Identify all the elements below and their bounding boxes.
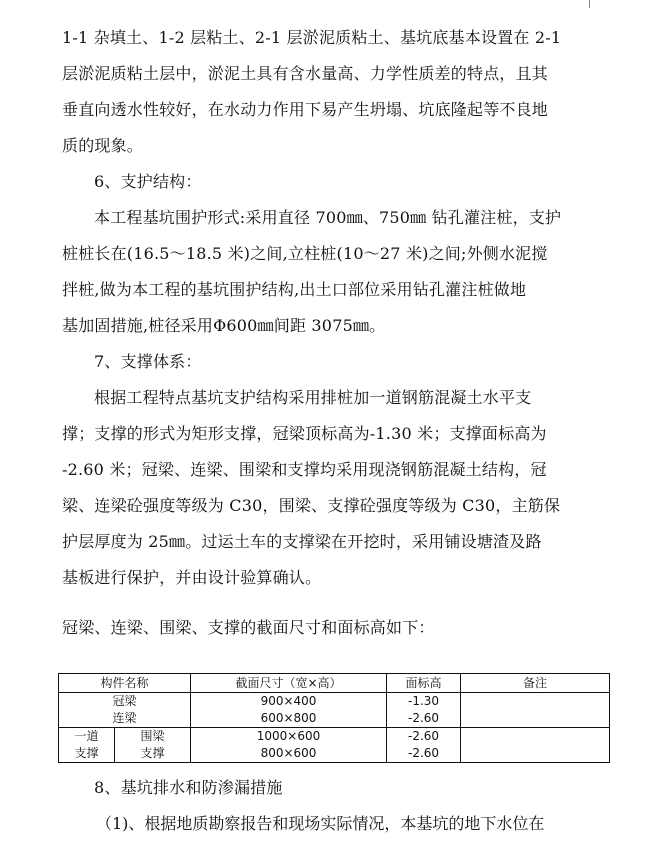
text-line: 基加固措施,桩径采用Φ600㎜间距 3075㎜。 bbox=[62, 316, 386, 335]
cell-component bbox=[115, 728, 191, 763]
cell-text: 一道 bbox=[74, 729, 99, 743]
paragraph-bracing-system bbox=[62, 380, 577, 596]
section-table bbox=[58, 673, 610, 763]
cell-text: 1000×600 bbox=[256, 729, 321, 743]
paragraph-support-structure bbox=[62, 200, 577, 344]
heading-text: 8、基坑排水和防渗漏措施 bbox=[94, 778, 283, 797]
text-line: 撑；支撑的形式为矩形支撑，冠梁顶标高为-1.30 米；支撑面标高为 bbox=[62, 424, 547, 443]
heading-drainage bbox=[62, 770, 609, 806]
cell-text: -1.30 bbox=[407, 694, 440, 708]
paragraph-soil bbox=[62, 20, 577, 164]
cell-remark bbox=[461, 693, 610, 728]
cell-text: -2.60 bbox=[407, 746, 440, 760]
cell-elevation bbox=[387, 693, 461, 728]
paragraph-drainage-first-line bbox=[96, 806, 544, 842]
text-line: 质的现象。 bbox=[62, 136, 144, 155]
cell-text: 支撑 bbox=[140, 746, 165, 760]
cell-text: 围梁 bbox=[140, 729, 165, 743]
text-line: （1)、根据地质勘察报告和现场实际情况，本基坑的地下水位在 bbox=[96, 814, 545, 833]
text-line: 冠梁、连梁、围梁、支撑的截面尺寸和面标高如下： bbox=[62, 618, 435, 637]
cell-remark bbox=[461, 728, 610, 763]
heading-text: 7、支撑体系： bbox=[94, 352, 202, 371]
table-header-row bbox=[59, 674, 610, 693]
header-section: 截面尺寸（宽×高） bbox=[191, 674, 387, 693]
table-intro bbox=[62, 610, 577, 646]
text-line: -2.60 米；冠梁、连梁、围梁和支撑均采用现浇钢筋混凝土结构，冠 bbox=[62, 460, 547, 479]
heading-text: 6、支护结构： bbox=[94, 172, 202, 191]
crop-mark bbox=[589, 0, 590, 8]
text-line: 根据工程特点基坑支护结构采用排桩加一道钢筋混凝土水平支 bbox=[94, 388, 532, 407]
cell-text: 800×600 bbox=[260, 746, 317, 760]
cell-section bbox=[191, 728, 387, 763]
cell-component bbox=[59, 693, 191, 728]
cell-category bbox=[59, 728, 115, 763]
text-line: 1-1 杂填土、1-2 层粘土、2-1 层淤泥质粘土、基坑底基本设置在 2-1 bbox=[62, 28, 562, 47]
cell-text: -2.60 bbox=[407, 729, 440, 743]
cell-text: 连梁 bbox=[112, 711, 137, 725]
cell-text: 冠梁 bbox=[112, 694, 137, 708]
heading-support-structure bbox=[62, 164, 609, 200]
text-line: 垂直向透水性较好，在水动力作用下易产生坍塌、坑底隆起等不良地 bbox=[62, 100, 549, 119]
text-line: 护层厚度为 25㎜。过运土车的支撑梁在开挖时，采用铺设塘渣及路 bbox=[62, 532, 542, 551]
text-line: 层淤泥质粘土层中，淤泥土具有含水量高、力学性质差的特点，且其 bbox=[62, 64, 549, 83]
header-remark: 备注 bbox=[461, 674, 610, 693]
cell-text: 900×400 bbox=[260, 694, 317, 708]
header-elevation: 面标高 bbox=[387, 674, 461, 693]
cell-section bbox=[191, 693, 387, 728]
text-line: 桩桩长在(16.5～18.5 米)之间,立柱桩(10～27 米)之间;外侧水泥搅 bbox=[62, 244, 548, 263]
section-table-wrap bbox=[58, 673, 609, 763]
text-line: 拌桩,做为本工程的基坑围护结构,出土口部位采用钻孔灌注桩做地 bbox=[62, 280, 527, 299]
header-component: 构件名称 bbox=[59, 674, 191, 693]
cell-text: 600×800 bbox=[260, 711, 317, 725]
table-row bbox=[59, 693, 610, 728]
text-line: 梁、连梁砼强度等级为 C30，围梁、支撑砼强度等级为 C30，主筋保 bbox=[62, 496, 561, 515]
heading-bracing-system bbox=[62, 344, 609, 380]
text-line: 本工程基坑围护形式:采用直径 700㎜、750㎜ 钻孔灌注桩，支护 bbox=[94, 208, 562, 227]
cell-elevation bbox=[387, 728, 461, 763]
text-line: 基板进行保护，并由设计验算确认。 bbox=[62, 568, 322, 587]
cell-text: -2.60 bbox=[407, 711, 440, 725]
table-row bbox=[59, 728, 610, 763]
cell-text: 支撑 bbox=[74, 746, 99, 760]
